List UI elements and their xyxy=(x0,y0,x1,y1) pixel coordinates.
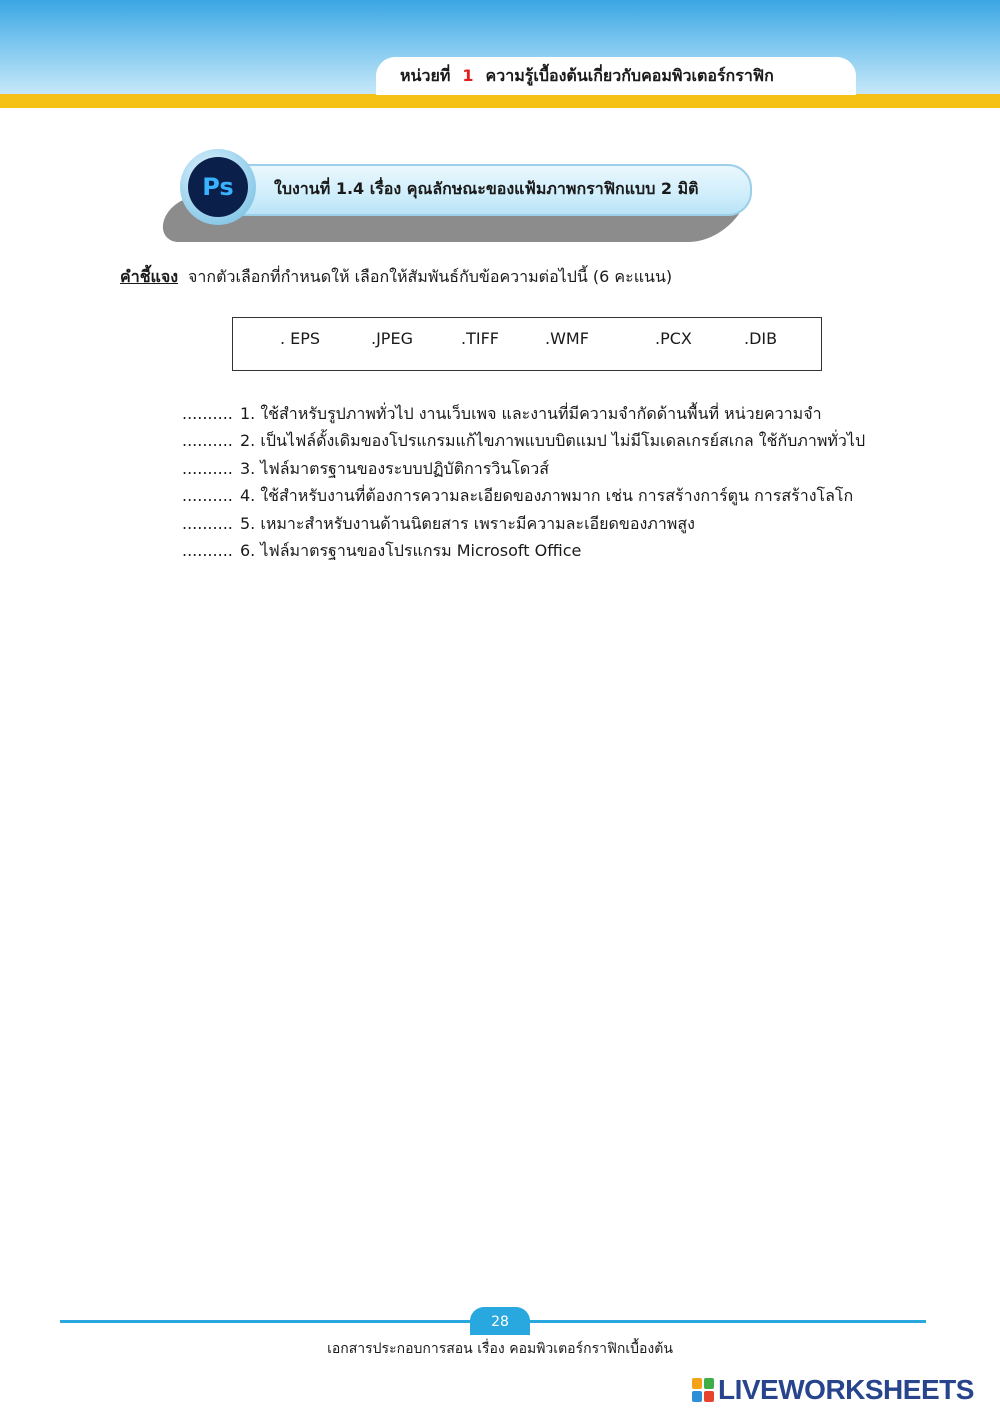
answer-blank-5[interactable]: .......... xyxy=(182,514,233,533)
option-dib[interactable]: .DIB xyxy=(744,329,778,348)
unit-number: 1 xyxy=(462,66,474,85)
answer-blank-3[interactable]: .......... xyxy=(182,459,233,478)
question-2 xyxy=(182,429,865,454)
photoshop-icon-text: Ps xyxy=(202,173,234,201)
question-text-3: 3. ไฟล์มาตรฐานของระบบปฏิบัติการวินโดวส์ xyxy=(240,459,550,478)
liveworksheets-brand: LIVEWORKSHEETS xyxy=(718,1374,974,1405)
option-pcx[interactable]: .PCX xyxy=(655,329,692,348)
header-stripe xyxy=(0,94,1000,108)
answer-blank-4[interactable]: .......... xyxy=(182,486,233,505)
unit-title: ความรู้เบื้องต้นเกี่ยวกับคอมพิวเตอร์กราฟิก xyxy=(485,66,774,85)
answer-blank-1[interactable]: .......... xyxy=(182,404,233,423)
option-jpeg[interactable]: .JPEG xyxy=(371,329,413,348)
unit-label: หน่วยที่ xyxy=(400,66,451,85)
liveworksheets-icon xyxy=(692,1378,714,1402)
footer-caption: เอกสารประกอบการสอน เรื่อง คอมพิวเตอร์กราฟิกเบื้องต้น xyxy=(327,1341,673,1357)
option-wmf[interactable]: .WMF xyxy=(545,329,589,348)
question-3 xyxy=(182,457,549,482)
instruction xyxy=(120,265,672,290)
option-eps[interactable]: . EPS xyxy=(280,329,321,348)
question-4 xyxy=(182,484,853,509)
question-text-2: 2. เป็นไฟล์ดั้งเดิมของโปรแกรมแก้ไขภาพแบบบิตแมป ไม่มีโมเดลเกรย์สเกล ใช้กับภาพทั่วไป xyxy=(240,431,866,450)
question-text-1: 1. ใช้สำหรับรูปภาพทั่วไป งานเว็บเพจ และงานที่มีความจำกัดด้านพื้นที่ หน่วยความจำ xyxy=(240,404,822,423)
liveworksheets-logo[interactable] xyxy=(692,1374,974,1406)
photoshop-icon xyxy=(188,157,248,217)
instruction-text: จากตัวเลือกที่กำหนดให้ เลือกให้สัมพันธ์กับข้อความต่อไปนี้ (6 คะแนน) xyxy=(188,267,673,286)
answer-blank-6[interactable]: .......... xyxy=(182,541,233,560)
options-box xyxy=(232,317,822,371)
instruction-label: คำชี้แจง xyxy=(120,267,179,286)
question-text-4: 4. ใช้สำหรับงานที่ต้องการความละเอียดของภาพมาก เช่น การสร้างการ์ตูน การสร้างโลโก xyxy=(240,486,854,505)
question-text-6: 6. ไฟล์มาตรฐานของโปรแกรม Microsoft Office xyxy=(240,541,582,560)
page-number: 28 xyxy=(470,1307,530,1335)
question-text-5: 5. เหมาะสำหรับงานด้านนิตยสาร เพราะมีความละเอียดของภาพสูง xyxy=(240,514,695,533)
worksheet-title: ใบงานที่ 1.4 เรื่อง คุณลักษณะของแฟ้มภาพกราฟิกแบบ 2 มิติ xyxy=(274,179,699,198)
unit-heading xyxy=(400,64,840,89)
question-6 xyxy=(182,539,581,564)
answer-blank-2[interactable]: .......... xyxy=(182,431,233,450)
question-1 xyxy=(182,402,822,427)
option-tiff[interactable]: .TIFF xyxy=(461,329,499,348)
question-5 xyxy=(182,512,695,537)
